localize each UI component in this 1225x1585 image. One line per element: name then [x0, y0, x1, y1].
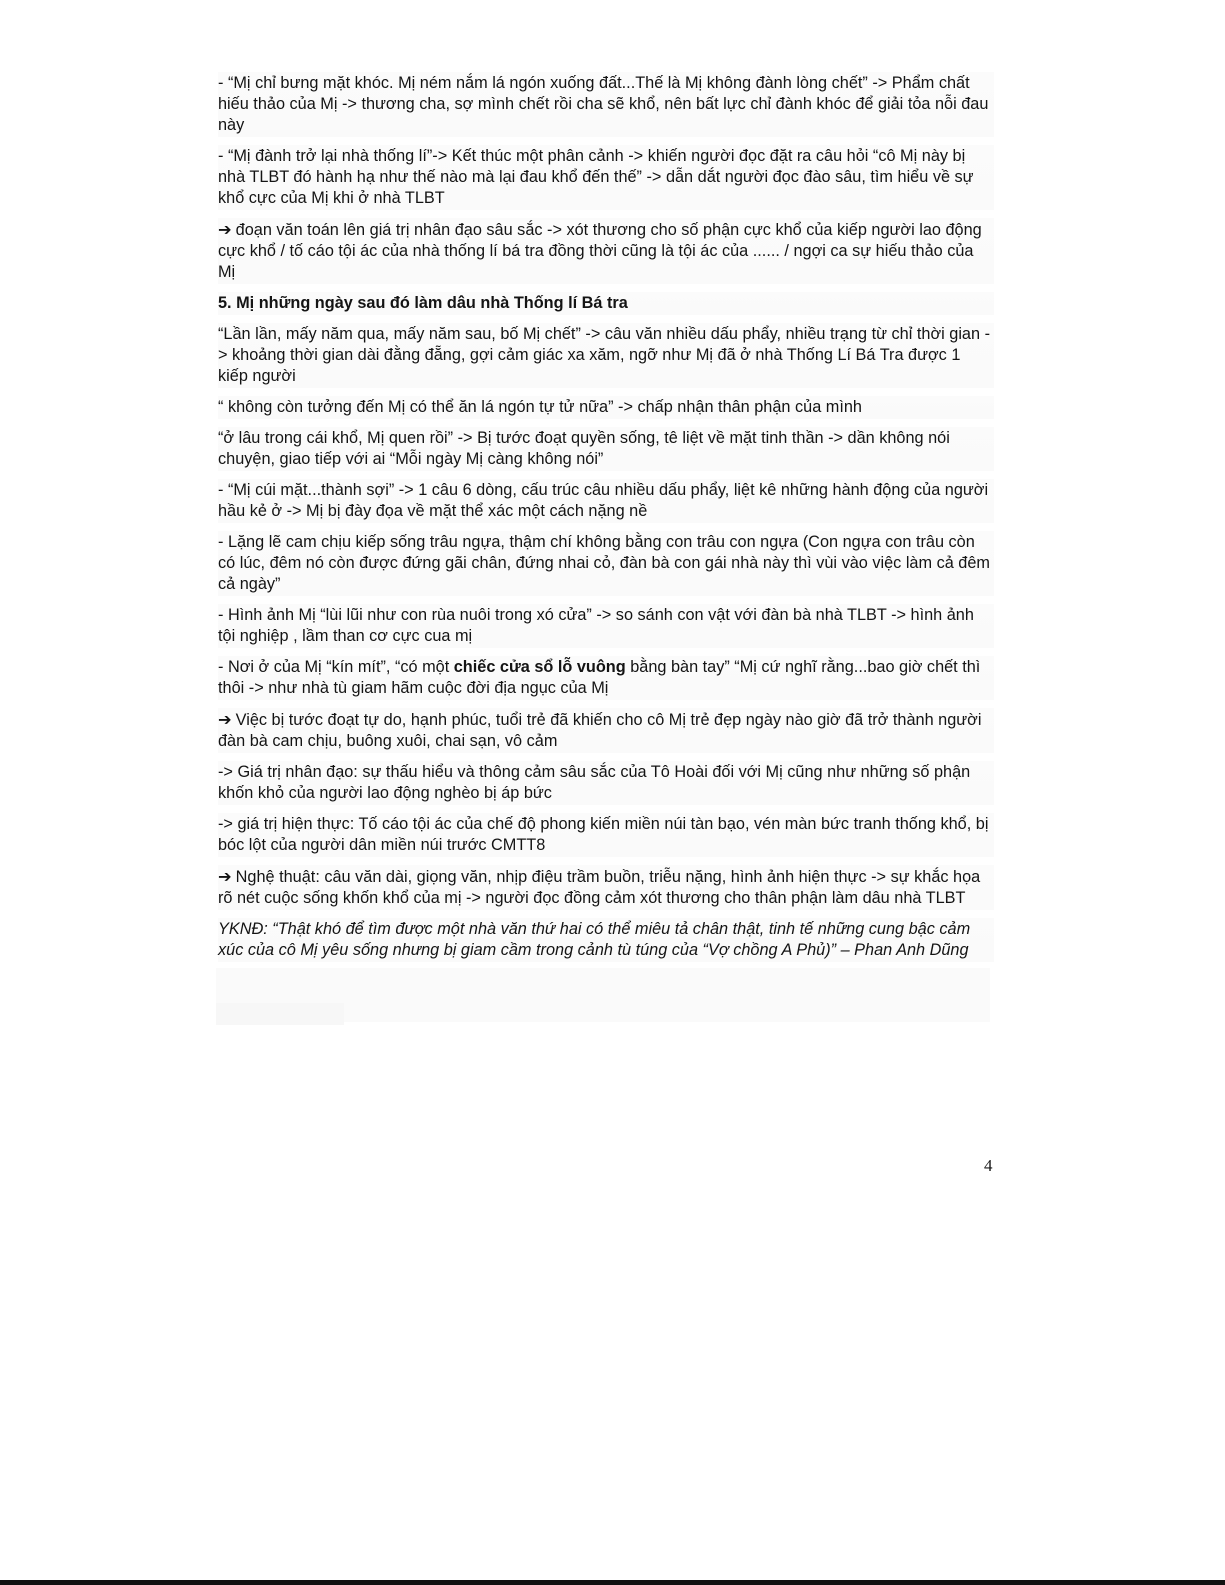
- paragraph-text: -> giá trị hiện thực: Tố cáo tội ác của chế độ phong kiến miền núi tàn bạo, vén màn bức tranh thống khổ, bị bóc lột của người dân miền núi trước CMTT8: [218, 815, 989, 854]
- section-heading-text: 5. Mị những ngày sau đó làm dâu nhà Thống lí Bá tra: [218, 294, 628, 312]
- paragraph-text: “ở lâu trong cái khổ, Mị quen rồi” -> Bị tước đoạt quyền sống, tê liệt về mặt tinh thần -> dần không nói chuyện, giao tiếp với ai “Mỗi ngày Mị càng không nói”: [218, 429, 950, 468]
- paragraph: [218, 656, 994, 700]
- paragraph: [218, 427, 994, 471]
- bottom-border: [0, 1580, 1225, 1585]
- paragraph-text: - Lặng lẽ cam chịu kiếp sống trâu ngựa, thậm chí không bằng con trâu con ngựa (Con ngựa con trâu còn có lúc, đêm nó còn được đứng gãi chân, đứng nhai cỏ, đàn bà con gái nhà này thì vùi vào việc làm cả đêm cả ngày”: [218, 533, 990, 593]
- paragraph: [218, 145, 994, 210]
- paragraph: [218, 708, 994, 753]
- arrow-icon: ➔: [218, 220, 232, 239]
- quote-paragraph: [218, 918, 994, 962]
- paragraph-text: - “Mị đành trở lại nhà thống lí”-> Kết thúc một phân cảnh -> khiến người đọc đặt ra câu hỏi “cô Mị này bị nhà TLBT đó hành hạ như thế nào mà lại đau khổ đến thế” -> dẫn dắt người đọc đào sâu, tìm hiểu về sự khổ cực của Mị khi ở nhà TLBT: [218, 147, 974, 207]
- paragraph: [218, 761, 994, 805]
- paragraph: [218, 604, 994, 648]
- paragraph-text: - “Mị chỉ bưng mặt khóc. Mị ném nắm lá ngón xuống đất...Thế là Mị không đành lòng chết” -> Phẩm chất hiếu thảo của Mị -> thương cha, sợ mình chết rồi cha sẽ khổ, nên bất lực chỉ đành khóc để giải tỏa nỗi đau này: [218, 74, 989, 134]
- paragraph-text: - Hình ảnh Mị “lùi lũi như con rùa nuôi trong xó cửa” -> so sánh con vật với đàn bà nhà TLBT -> hình ảnh tội nghiệp , lầm than cơ cực cua mị: [218, 606, 974, 645]
- paragraph-text: Nghệ thuật: câu văn dài, giọng văn, nhịp điệu trầm buồn, triễu nặng, hình ảnh hiện thực -> sự khắc họa rõ nét cuộc sống khốn khổ của mị -> người đọc đồng cảm xót thương cho thân phận làm dâu nhà TLBT: [218, 868, 981, 907]
- quote-text: YKNĐ: “Thật khó để tìm được một nhà văn thứ hai có thể miêu tả chân thật, tinh tế những cung bậc cảm xúc của cô Mị yêu sống nhưng bị giam cầm trong cảnh tù túng của “Vợ chồng A Phủ)” – Phan Anh Dũng: [218, 920, 971, 959]
- paragraph: [218, 218, 994, 284]
- paragraph: [218, 813, 994, 857]
- paragraph: [218, 865, 994, 910]
- section-heading: [218, 292, 994, 315]
- paragraph-text: Việc bị tước đoạt tự do, hạnh phúc, tuổi trẻ đã khiến cho cô Mị trẻ đẹp ngày nào giờ đã trở thành người đàn bà cam chịu, buông xuôi, chai sạn, vô cảm: [218, 711, 982, 750]
- paragraph: [218, 323, 994, 388]
- arrow-icon: ➔: [218, 867, 232, 886]
- paragraph: [218, 396, 994, 419]
- paragraph-text-before: - Nơi ở của Mị “kín mít”, “có một: [218, 658, 454, 676]
- paragraph-text: - “Mị cúi mặt...thành sợi” -> 1 câu 6 dòng, cấu trúc câu nhiều dấu phẩy, liệt kê những hành động của người hầu kẻ ở -> Mị bị đày đọa về mặt thể xác một cách nặng nề: [218, 481, 989, 520]
- paragraph-text: “ không còn tưởng đến Mị có thể ăn lá ngón tự tử nữa” -> chấp nhận thân phận của mình: [218, 398, 862, 416]
- paragraph-text-after: bằng bàn tay” “Mị cứ nghĩ rằng...bao giờ chết thì thôi -> như nhà tù giam hãm cuộc đời địa ngục của Mị: [218, 658, 981, 697]
- paragraph-text: -> Giá trị nhân đạo: sự thấu hiểu và thông cảm sâu sắc của Tô Hoài đối với Mị cũng như những số phận khốn khỏ của người lao động nghèo bị áp bức: [218, 763, 971, 802]
- arrow-icon: ➔: [218, 710, 232, 729]
- blank-shaded-band: [216, 1003, 344, 1025]
- paragraph: [218, 479, 994, 523]
- paragraph-text: “Lần lần, mấy năm qua, mấy năm sau, bố Mị chết” -> câu văn nhiều dấu phẩy, nhiều trạng từ chỉ thời gian -> khoảng thời gian dài đằng đẵng, gợi cảm giác xa xăm, ngỡ như Mị đã ở nhà Thống Lí Bá Tra được 1 kiếp người: [218, 325, 990, 385]
- paragraph: [218, 72, 994, 137]
- paragraph: [218, 531, 994, 596]
- page-number: 4: [984, 1156, 993, 1175]
- paragraph-bold-text: chiếc cửa sổ lỗ vuông: [453, 658, 626, 676]
- paragraph-text: đoạn văn toán lên giá trị nhân đạo sâu sắc -> xót thương cho số phận cực khổ của kiếp người lao động cực khổ / tố cáo tội ác của nhà thống lí bá tra đồng thời cũng là tội ác của ...... / ngợi ca sự hiếu thảo của Mị: [218, 221, 982, 281]
- page-content: [218, 72, 994, 970]
